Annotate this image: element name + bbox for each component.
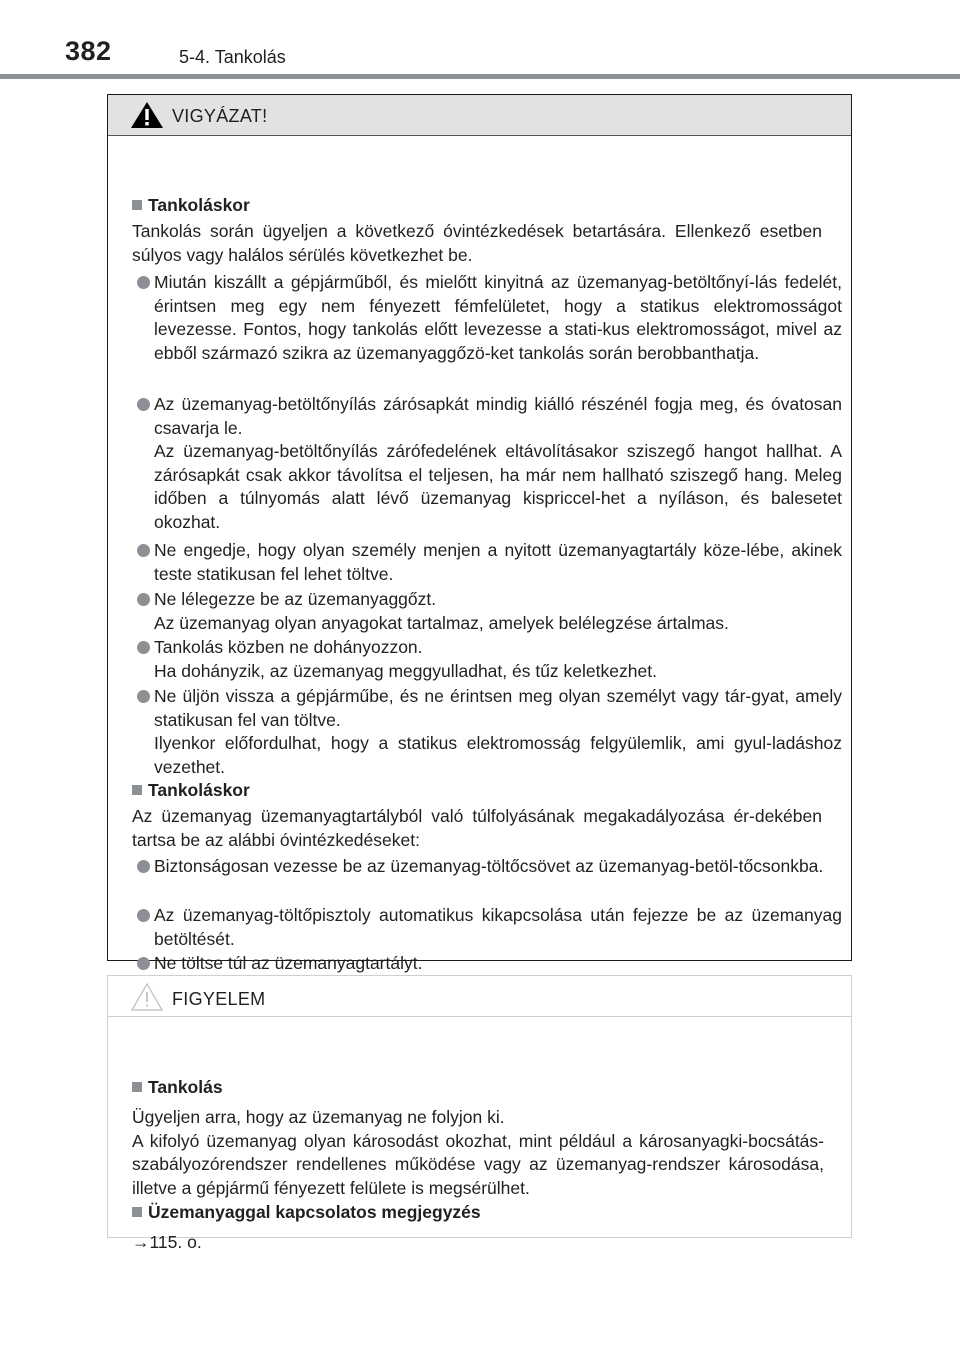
list-item: Az üzemanyag-töltőpisztoly automatikus kikapcsolása után fejezze be az üzemanyag betöltését. — [132, 904, 842, 951]
warning-triangle-icon — [130, 101, 164, 129]
circle-bullet-icon — [137, 860, 150, 873]
section-heading: Üzemanyaggal kapcsolatos megjegyzés — [132, 1202, 481, 1223]
circle-bullet-icon — [137, 641, 150, 654]
circle-bullet-icon — [137, 593, 150, 606]
circle-bullet-icon — [137, 276, 150, 289]
warning-box — [107, 94, 852, 973]
notice-box — [107, 975, 852, 1252]
section-text: Ügyeljen arra, hogy az üzemanyag ne folyjon ki. A kifolyó üzemanyag olyan károsodást okozhat, mint például a károsanyagki-bocsátás-szabályozórendszer rendellenes működése vagy az üzemanyag-rendszer károsodása, illetve a gépjármű fényezett felülete is megsérülhet. — [132, 1107, 824, 1198]
circle-bullet-icon — [137, 909, 150, 922]
circle-bullet-icon — [137, 544, 150, 557]
list-item: Biztonságosan vezesse be az üzemanyag-töltőcsövet az üzemanyag-betöl-tőcsonkba. — [132, 855, 842, 879]
square-bullet-icon — [132, 1207, 142, 1217]
list-item: Ne lélegezze be az üzemanyaggőzt. Az üzemanyag olyan anyagokat tartalmaz, amelyek belélegzése ártalmas. — [132, 588, 842, 635]
page-reference: →115. o. — [132, 1232, 202, 1252]
list-item: Ne engedje, hogy olyan személy menjen a nyitott üzemanyagtartály köze-lébe, akinek teste statikusan fel lehet töltve. — [132, 539, 842, 586]
circle-bullet-icon — [137, 690, 150, 703]
list-item: Miután kiszállt a gépjárműből, és mielőtt kinyitná az üzemanyag-betöltőnyí-lás fedelét, érintsen meg egy nem fényezett fémfelületet, hogy a statikus elektromosságot levezesse. Fontos, hogy tankolás előtt levezesse a stati-kus elektromosságot, mivel az ebből származó szikra az üzemanyaggőzö-ket tankolás során berobbanthatja. — [132, 271, 842, 365]
square-bullet-icon — [132, 1082, 142, 1092]
notice-title: FIGYELEM — [172, 989, 266, 1009]
square-bullet-icon — [132, 200, 142, 210]
list-item: Az üzemanyag-betöltőnyílás zárósapkát mindig kiálló részénél fogja meg, és óvatosan csavarja le. Az üzemanyag-betöltőnyílás zárófedelének eltávolításakor sziszegő hangot hallhat. A zárósapkát csak akkor távolítsa el teljesen, ha már nem hallható sziszegő hang. Meleg időben a túlnyomás alatt lévő üzemanyag kispriccel-het a nyíláson, és balesetet okozhat. — [132, 393, 842, 534]
circle-bullet-icon — [137, 398, 150, 411]
section-title: 5-4. Tankolás — [179, 47, 286, 67]
section-intro: Tankolás során ügyeljen a következő óvintézkedések betartására. Ellenkező esetben súlyos vagy halálos sérülés következhet be. — [132, 221, 822, 265]
notice-header — [108, 976, 851, 1017]
section-intro: Az üzemanyag üzemanyagtartályból való túlfolyásának megakadályozása ér-dekében tartsa be az alábbi óvintézkedéseket: — [132, 806, 822, 850]
warning-title: VIGYÁZAT! — [172, 106, 268, 126]
list-item: Ne üljön vissza a gépjárműbe, és ne érintsen meg olyan személyt vagy tár-gyat, amely statikusan fel van töltve. Ilyenkor előfordulhat, hogy a statikus elektromosság felgyülemlik, ami gyul-ladáshoz vezethet. — [132, 685, 842, 779]
notice-triangle-icon — [130, 982, 164, 1012]
warning-header — [108, 95, 851, 136]
list-item: Ne töltse túl az üzemanyagtartályt. — [132, 952, 842, 976]
section-heading: Tankoláskor — [132, 780, 250, 801]
page-number: 382 — [65, 36, 112, 66]
header-rule — [0, 74, 960, 79]
list-item: Tankolás közben ne dohányozzon. Ha dohányzik, az üzemanyag meggyulladhat, és tűz keletkezhet. — [132, 636, 842, 683]
section-heading: Tankoláskor — [132, 195, 250, 216]
circle-bullet-icon — [137, 957, 150, 970]
page-header — [0, 0, 960, 80]
square-bullet-icon — [132, 785, 142, 795]
section-heading: Tankolás — [132, 1077, 223, 1098]
